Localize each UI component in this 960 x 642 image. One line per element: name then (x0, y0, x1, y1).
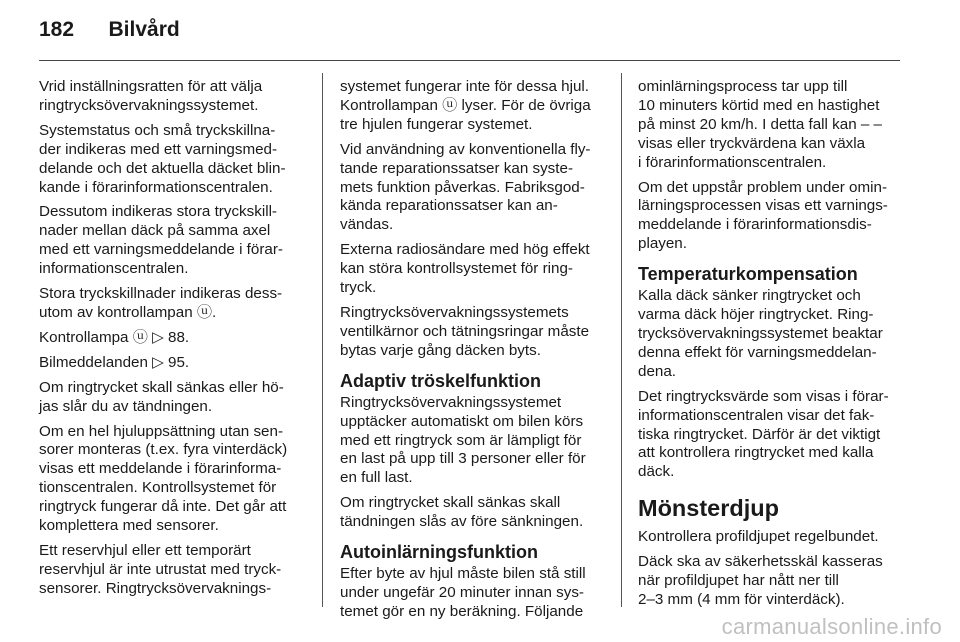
paragraph: Om en hel hjuluppsättning utan sen- sorer monteras (t.ex. fyra vinterdäck) visas ett meddelande i förarinforma- tionscentralen. Kontrollsystemet för ringtryck fungerar då inte. Det går att komplettera med sensorer. (39, 422, 288, 535)
column-divider-2 (621, 73, 622, 607)
paragraph: Dessutom indikeras stora tryckskill- nader mellan däck på samma axel med ett varningsmeddelande i förar- informationscentralen. (39, 203, 283, 278)
paragraph: Bilmeddelanden ▷ 95. (39, 353, 190, 371)
paragraph: Vid användning av konventionella fly- tande reparationssatser kan syste- mets funktion påverkas. Fabriksgod- kända reparationssatser kan an- vändas. (340, 140, 591, 234)
paragraph: ominlärningsprocess tar upp till 10 minuters körtid med en hastighet på minst 20 km/h. I detta fall kan ‒ ‒ visas eller tryckvärdena kan växla i förarinformationscentralen. (638, 78, 882, 171)
section-heading-temperature: Temperaturkompensation (638, 264, 858, 285)
page-number: 182 (39, 18, 75, 41)
paragraph: Ett reservhjul eller ett temporärt reservhjul är inte utrustat med tryck- sensorer. Ringtrycksövervaknings- (39, 541, 282, 597)
section-heading-autolearn: Autoinlärningsfunktion (340, 542, 538, 563)
section-heading-adaptive: Adaptiv tröskelfunktion (340, 370, 542, 391)
column-2 (340, 78, 604, 628)
paragraph: Stora tryckskillnader indikeras dess- utom av kontrollampan ⓤ. (39, 285, 283, 321)
column-1 (39, 78, 311, 605)
column-3 (638, 78, 902, 616)
paragraph: Ringtrycksövervakningssystemet upptäcker automatiskt om bilen körs med ett ringtryck som är lämpligt för en last på upp till 3 personer eller för en full last. (340, 393, 586, 487)
paragraph: Om ringtrycket skall sänkas eller hö- jas slår du av tändningen. (39, 378, 284, 415)
paragraph: Om ringtrycket skall sänkas skall tändningen slås av före sänkningen. (340, 494, 584, 531)
paragraph: Däck ska av säkerhetsskäl kasseras när profildjupet har nått ner till 2–3 mm (4 mm för vinterdäck). (638, 553, 883, 608)
paragraph: Kontrollampa ⓤ ▷ 88. (39, 328, 190, 346)
paragraph: Systemstatus och små tryckskillna- der indikeras med ett varningsmed- delande och det aktuella däcket blin- kande i förarinformationscentralen. (39, 121, 286, 196)
paragraph: Kontrollera profildjupet regelbundet. (638, 528, 879, 546)
chapter-title: Bilvård (108, 18, 180, 41)
column-divider-1 (322, 73, 323, 607)
paragraph: Det ringtrycksvärde som visas i förar- informationscentralen visar det fak- tiska ringtrycket. Därför är det viktigt att kontrollera ringtrycket med kalla däck. (638, 387, 889, 481)
paragraph: systemet fungerar inte för dessa hjul. Kontrollampan ⓤ lyser. För de övriga tre hjulen fungerar systemet. (340, 78, 591, 133)
paragraph: Vrid inställningsratten för att välja ringtrycksövervakningssystemet. (39, 78, 263, 114)
paragraph: Externa radiosändare med hög effekt kan störa kontrollsystemet för ring- tryck. (340, 241, 590, 297)
paragraph: Kalla däck sänker ringtrycket och varma däck höjer ringtrycket. Ring- trycksövervakningssystemet beaktar denna effekt för varningsmeddelan- dena. (638, 287, 883, 380)
section-heading-tread: Mönsterdjup (638, 495, 779, 522)
paragraph: Efter byte av hjul måste bilen stå still under ungefär 20 minuter innan sys- temet gör en ny beräkning. Följande (340, 565, 586, 620)
paragraph: Om det uppstår problem under omin- lärningsprocessen visas ett varnings- meddelande i förarinformationsdis- playen. (638, 178, 888, 253)
watermark: carmanualsonline.info (721, 614, 942, 639)
paragraph: Ringtrycksövervakningssystemets ventilkärnor och tätningsringar måste bytas varje gång däcken byts. (340, 303, 590, 359)
header-divider (39, 60, 900, 61)
page-header (39, 18, 180, 48)
